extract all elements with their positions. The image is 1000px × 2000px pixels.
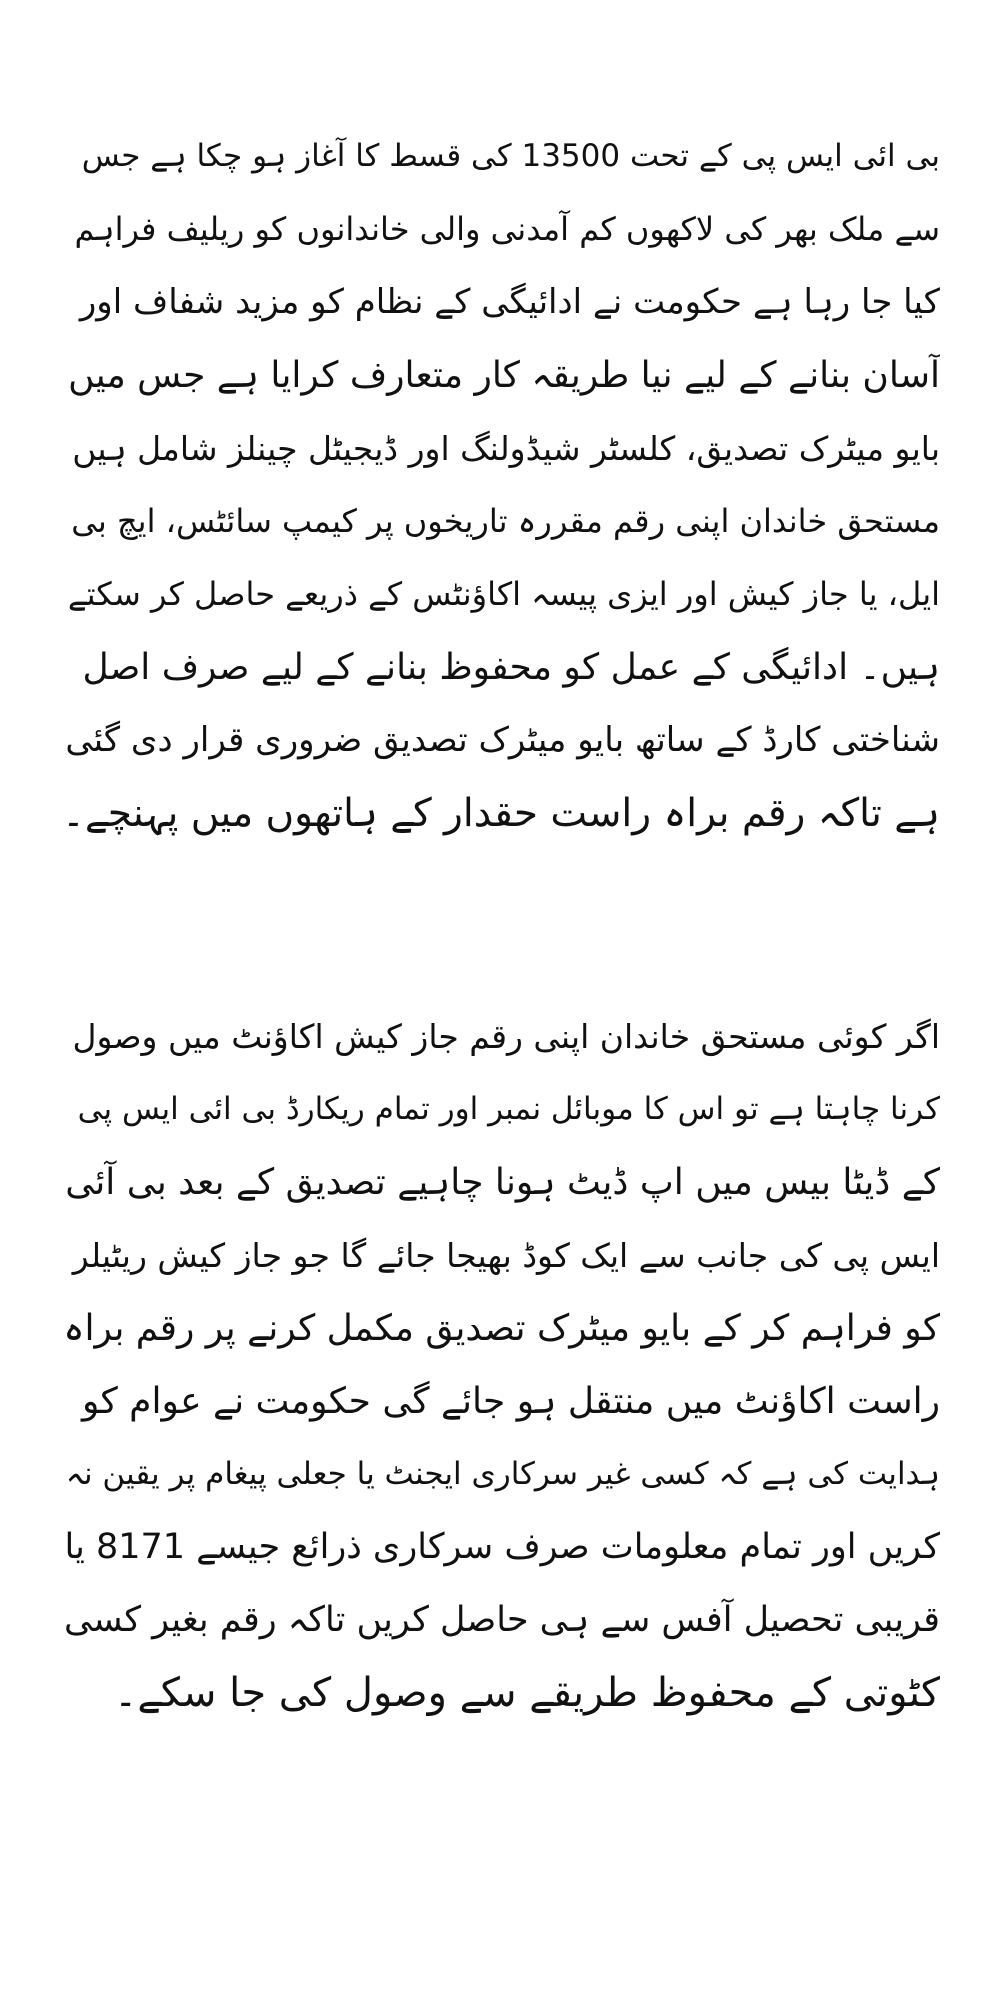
text-line: سے ملک بھر کی لاکھوں کم آمدنی والی خاندانوں کو ریلیف فراہم [74, 210, 940, 248]
text-line: کرنا چاہتا ہے تو اس کا موبائل نمبر اور تمام ریکارڈ بی ائی ایس پی [77, 1091, 940, 1127]
paragraph-1 [60, 120, 940, 850]
text-line: ہیں۔ ادائیگی کے عمل کو محفوظ بنانے کے لیے صرف اصل [82, 647, 940, 688]
text-line: کریں اور تمام معلومات صرف سرکاری ذرائع جیسے 8171 یا [64, 1527, 940, 1567]
text-line: کے ڈیٹا بیس میں اپ ڈیٹ ہونا چاہیے تصدیق کے بعد بی آئی [65, 1162, 940, 1203]
text-line: کٹوتی کے محفوظ طریقے سے وصول کی جا سکے۔ [113, 1670, 940, 1716]
text-line: ایل، یا جاز کیش اور ایزی پیسہ اکاؤنٹس کے ذریعے حاصل کر سکتے [67, 575, 940, 613]
text-line: ہے تاکہ رقم براہ راست حقدار کے ہاتھوں میں پہنچے۔ [61, 791, 940, 836]
article-body [60, 120, 940, 1730]
paragraph-2 [60, 1000, 940, 1730]
text-line: ہدایت کی ہے کہ کسی غیر سرکاری ایجنٹ یا جعلی پیغام پر یقین نہ [65, 1456, 940, 1492]
text-line: مستحق خاندان اپنی رقم مقررہ تاریخوں پر کیمپ سائٹس، ایچ بی [71, 502, 940, 540]
text-line: اگر کوئی مستحق خاندان اپنی رقم جاز کیش اکاؤنٹ میں وصول [72, 1017, 940, 1056]
text-line: ایس پی کی جانب سے ایک کوڈ بھیجا جائے گا جو جاز کیش ریٹیلر [72, 1236, 940, 1275]
text-line: قریبی تحصیل آفس سے ہی حاصل کریں تاکہ رقم بغیر کسی [63, 1600, 940, 1640]
text-line: کیا جا رہا ہے حکومت نے ادائیگی کے نظام کو مزید شفاف اور [79, 282, 940, 322]
text-line: آسان بنانے کے لیے نیا طریقہ کار متعارف کرایا ہے جس میں [68, 355, 940, 396]
text-line: کو فراہم کر کے بایو میٹرک تصدیق مکمل کرنے پر رقم براہ [63, 1308, 940, 1349]
text-line: شناختی کارڈ کے ساتھ بایو میٹرک تصدیق ضروری قرار دی گئی [65, 720, 940, 760]
text-line: راست اکاؤنٹ میں منتقل ہو جائے گی حکومت نے عوام کو [82, 1381, 940, 1422]
text-line: بی ائی ایس پی کے تحت 13500 کی قسط کا آغاز ہو چکا ہے جس [81, 138, 940, 174]
text-line: بایو میٹرک تصدیق، کلسٹر شیڈولنگ اور ڈیجیٹل چینلز شامل ہیں [72, 429, 940, 468]
paragraph-spacer [60, 850, 940, 1000]
